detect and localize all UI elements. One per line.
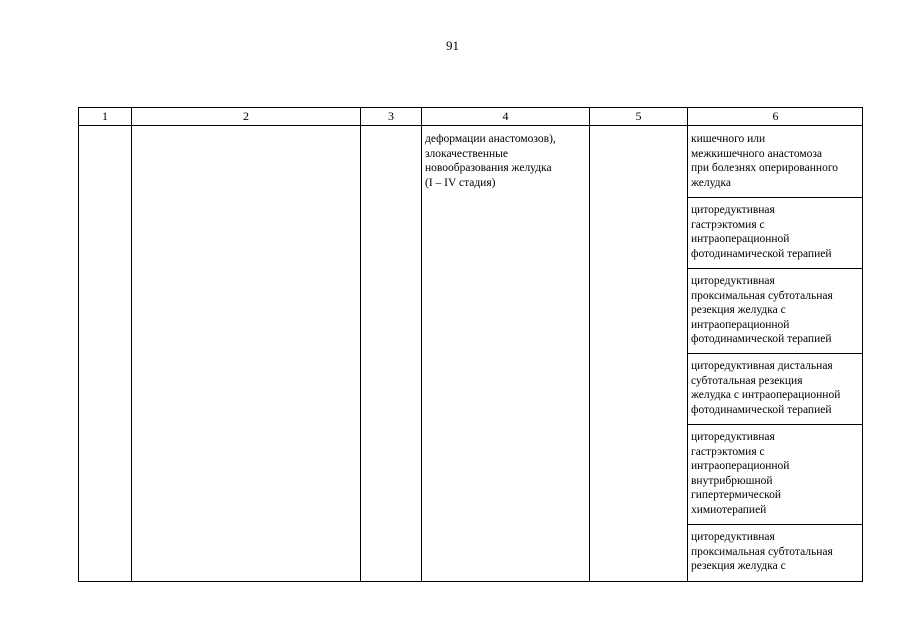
column-divider	[589, 108, 590, 581]
page-number: 91	[446, 38, 459, 53]
procedure-cell: циторедуктивная проксимальная субтотальная резекция желудка с интраоперационной фотодинамической терапией	[691, 275, 833, 346]
column-header-5: 5	[635, 109, 642, 123]
header-row	[79, 108, 862, 125]
column-header-4: 4	[502, 109, 509, 123]
header-divider	[79, 125, 862, 126]
column-divider	[421, 108, 422, 581]
procedure-cell: циторедуктивная дистальная субтотальная резекция желудка с интраоперационной фотодинамической терапией	[691, 360, 841, 416]
procedure-cell: циторедуктивная проксимальная субтотальная резекция желудка с	[691, 531, 833, 573]
column-header-2: 2	[243, 109, 249, 123]
row-divider	[687, 424, 862, 425]
row-divider	[687, 353, 862, 354]
column-divider	[687, 108, 688, 581]
procedure-cell: циторедуктивная гастрэктомия с интраоперационной фотодинамической терапией	[691, 204, 832, 260]
row-divider	[687, 197, 862, 198]
column-divider	[131, 108, 132, 581]
procedure-cell: кишечного или межкишечного анастомоза при болезнях оперированного желудка	[691, 133, 839, 189]
procedures-table	[78, 107, 863, 582]
row-divider	[687, 524, 862, 525]
procedure-cell: циторедуктивная гастрэктомия с интраоперационной внутрибрюшной гипертермической химиотерапией	[691, 431, 790, 516]
diagnosis-cell: деформации анастомозов), злокачественные новообразования желудка (I – IV стадия)	[425, 133, 556, 189]
column-header-3: 3	[388, 109, 394, 123]
column-header-6: 6	[772, 109, 779, 123]
row-divider	[687, 268, 862, 269]
column-divider	[360, 108, 361, 581]
column-header-1: 1	[102, 109, 108, 123]
